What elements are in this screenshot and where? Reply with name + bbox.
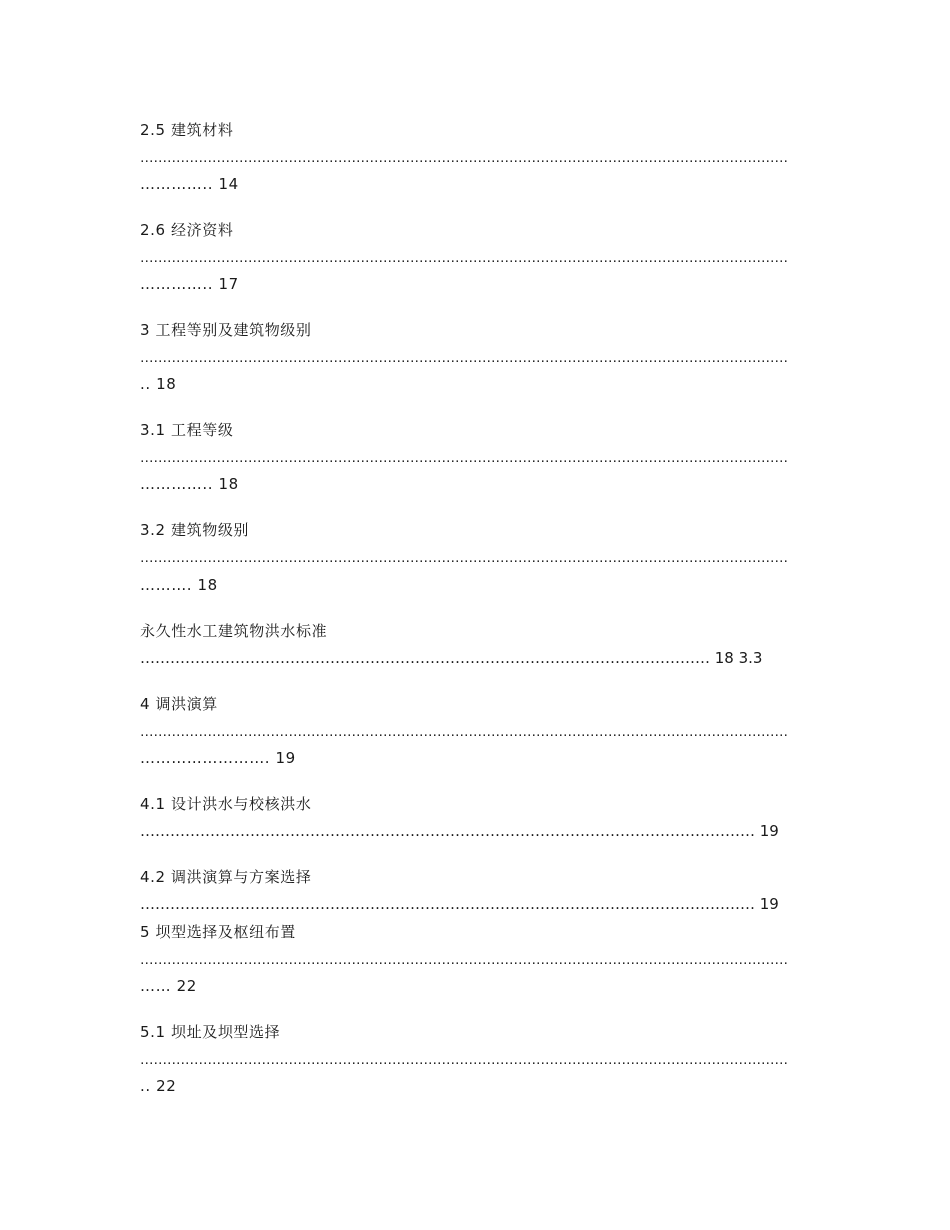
toc-entry-leader: ………………………………………………………………………………………………………………………………: [140, 150, 788, 166]
toc-entry-title: 5 坝型选择及枢纽布置: [140, 923, 296, 941]
toc-entry-title: 2.6 经济资料: [140, 221, 234, 239]
toc-entry-title: 3 工程等别及建筑物级别: [140, 321, 312, 339]
toc-entry-leader: …………………………………………………………………………………………………… 18 3.3: [140, 649, 763, 667]
toc-entry-leader: ………………………………………………………………………………………………………………………………: [140, 1052, 788, 1068]
toc-entry-page: …… 22: [140, 977, 197, 995]
toc-entry-page: ………….. 14: [140, 175, 239, 193]
toc-entry-page: ………….. 17: [140, 275, 239, 293]
toc-entry-page: .. 18: [140, 375, 177, 393]
toc-entry-leader: ………………………………………………………………………………………………………………………………: [140, 350, 788, 366]
toc-entry-page: ………. 18: [140, 576, 218, 594]
toc-entry-title: 4.1 设计洪水与校核洪水: [140, 795, 312, 813]
toc-entry-leader: ………………………………………………………………………………………………………………………………: [140, 250, 788, 266]
toc-entry-leader: ………………………………………………………………………………………………………………………………: [140, 550, 788, 566]
toc-entry-leader: …………………………………………………………………………………………………………… 19: [140, 895, 779, 913]
toc-entry-title: 3.2 建筑物级别: [140, 521, 250, 539]
toc-entry-title: 2.5 建筑材料: [140, 121, 234, 139]
toc-entry-title: 4.2 调洪演算与方案选择: [140, 868, 312, 886]
toc-entry-page: .. 22: [140, 1077, 177, 1095]
toc-entry-leader: ………………………………………………………………………………………………………………………………: [140, 450, 788, 466]
toc-entry-title: 永久性水工建筑物洪水标准: [140, 622, 328, 640]
toc-entry-title: 5.1 坝址及坝型选择: [140, 1023, 281, 1041]
toc-entry-leader: ………………………………………………………………………………………………………………………………: [140, 952, 788, 968]
toc-entry-leader: ………………………………………………………………………………………………………………………………: [140, 724, 788, 740]
toc-entry-title: 4 调洪演算: [140, 695, 218, 713]
toc-entry-title: 3.1 工程等级: [140, 421, 234, 439]
toc-entry-page: ……………………. 19: [140, 749, 296, 767]
toc-entry-leader: …………………………………………………………………………………………………………… 19: [140, 822, 779, 840]
toc-entry-page: ………….. 18: [140, 475, 239, 493]
